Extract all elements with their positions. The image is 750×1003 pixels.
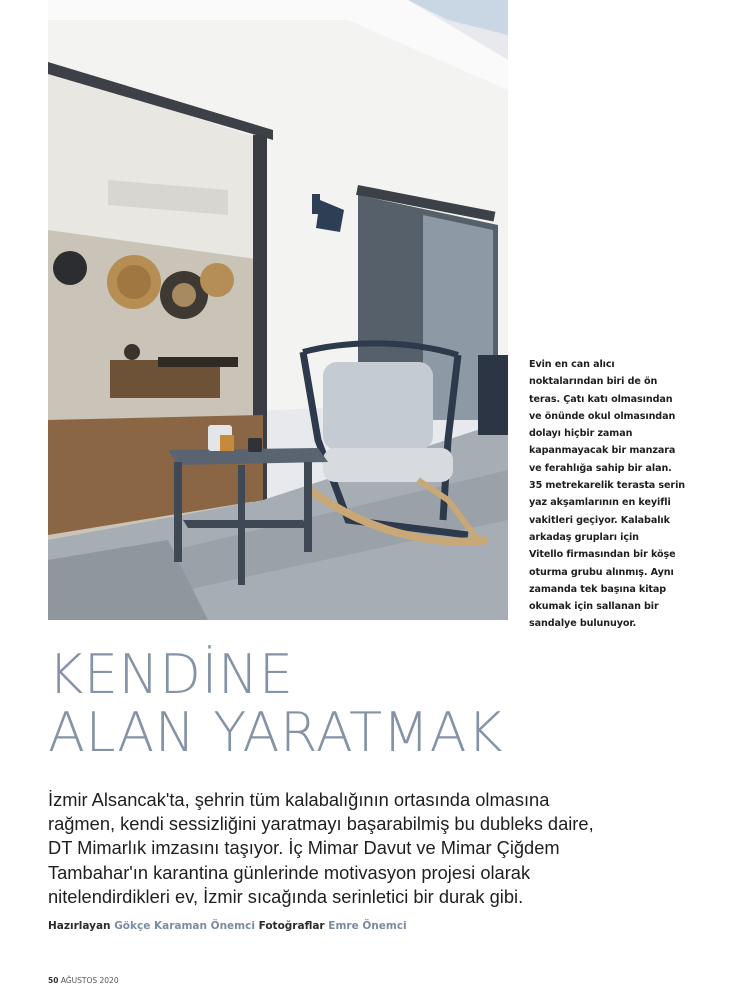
lead-paragraph <box>48 788 628 909</box>
caption-line: Vitello firmasından bir köşe <box>529 549 676 561</box>
issue-date: AĞUSTOS 2020 <box>60 976 119 985</box>
caption-line: vakitleri geçiyor. Kalabalık <box>529 514 670 526</box>
photo-caption <box>529 356 729 633</box>
page-number: 50 <box>48 976 59 985</box>
photos-name: Emre Önemci <box>328 920 407 932</box>
caption-line: kapanmayacak bir manzara <box>529 445 676 457</box>
caption-line: ve önünde okul olmasından <box>529 410 676 422</box>
lead-line: rağmen, kendi sessizliğini yaratmayı başarabilmiş bu dubleks daire, <box>48 813 594 835</box>
caption-line: Evin en can alıcı <box>529 359 615 370</box>
caption-line: ve ferahlığa sahip bir alan. <box>529 462 672 474</box>
caption-line: okumak için sallanan bir <box>529 601 659 613</box>
photos-label: Fotoğraflar <box>258 920 325 932</box>
caption-line: yaz akşamlarının en keyifli <box>529 497 671 509</box>
caption-line: arkadaş grupları için <box>529 531 639 543</box>
prepared-name: Gökçe Karaman Önemci <box>114 920 255 932</box>
lead-line: nitelendirdikleri ev, İzmir sıcağında serinletici bir durak gibi. <box>48 885 524 907</box>
hero-photo <box>48 0 508 620</box>
caption-line: dolayı hiçbir zaman <box>529 428 633 440</box>
title-line-2: ALAN YARATMAK <box>48 701 504 764</box>
caption-line: sandalye bulunuyor. <box>529 618 637 630</box>
caption-line: noktalarından biri de ön <box>529 376 658 388</box>
page-folio <box>48 976 119 985</box>
credits <box>48 920 407 932</box>
lead-line: İzmir Alsancak'ta, şehrin tüm kalabalığının ortasında olmasına <box>48 789 550 810</box>
caption-line: teras. Çatı katı olmasından <box>529 393 673 405</box>
caption-line: 35 metrekarelik terasta serin <box>529 480 685 492</box>
caption-line: oturma grubu alınmış. Aynı <box>529 566 674 578</box>
caption-line: zamanda tek başına kitap <box>529 583 667 595</box>
lead-line: DT Mimarlık imzasını taşıyor. İç Mimar Davut ve Mimar Çiğdem <box>48 837 560 859</box>
title-line-1: KENDİNE <box>48 643 294 706</box>
prepared-label: Hazırlayan <box>48 920 111 932</box>
article-title <box>48 643 504 764</box>
lead-line: Tambahar'ın karantina günlerinde motivasyon projesi olarak <box>48 861 531 883</box>
